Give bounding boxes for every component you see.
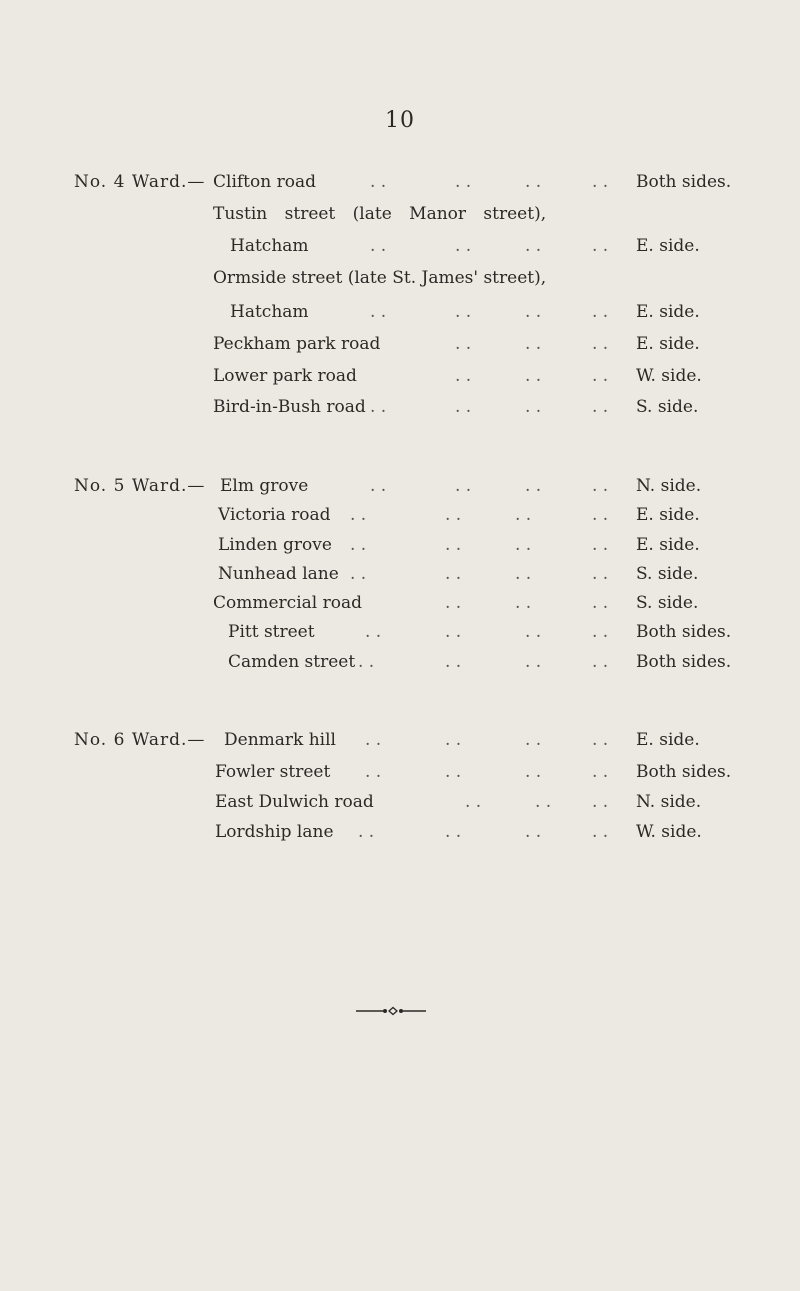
side-value: E. side. xyxy=(636,302,700,322)
street-name: East Dulwich road xyxy=(215,792,374,812)
street-name: Victoria road xyxy=(218,505,331,525)
street-name: Lordship lane xyxy=(215,822,334,842)
ward-row: No. 6 Ward.— Denmark hill . . . . . . . . E. side. xyxy=(74,730,700,750)
street-name: Elm grove xyxy=(220,476,309,496)
street-name: Fowler street xyxy=(215,762,331,782)
ward-label: No. 5 Ward.— xyxy=(74,476,206,496)
ward-row xyxy=(0,268,800,298)
side-value: Both sides. xyxy=(636,172,732,192)
ward-row: Lower park road . . . . . . W. side. xyxy=(213,366,702,386)
side-value: S. side. xyxy=(636,593,699,613)
side-value: W. side. xyxy=(636,366,702,386)
ward-row: Camden street . . . . . . . . Both sides. xyxy=(228,652,732,672)
street-name: Commercial road xyxy=(213,593,362,613)
ward-row: Victoria road . . . . . . . . E. side. xyxy=(218,505,700,525)
ward-row: Nunhead lane . . . . . . . . S. side. xyxy=(218,564,699,584)
side-value: Both sides. xyxy=(636,622,732,642)
page-number: 10 xyxy=(385,108,415,133)
ward-row: Linden grove . . . . . . . . E. side. xyxy=(218,535,700,555)
ward-row: Pitt street . . . . . . . . Both sides. xyxy=(228,622,732,642)
ward-row: Fowler street . . . . . . . . Both sides. xyxy=(215,762,732,782)
street-name: Bird-in-Bush road xyxy=(213,397,366,417)
ward-label: No. 6 Ward.— xyxy=(74,730,206,750)
side-value: E. side. xyxy=(636,730,700,750)
side-value: Both sides. xyxy=(636,652,732,672)
side-value: E. side. xyxy=(636,236,700,256)
ward-label: No. 4 Ward.— xyxy=(74,172,206,192)
street-name: Lower park road xyxy=(213,366,357,386)
side-value: W. side. xyxy=(636,822,702,842)
street-name: Camden street xyxy=(228,652,356,672)
side-value: S. side. xyxy=(636,564,699,584)
street-name: Tustin street (late Manor street), xyxy=(213,204,547,224)
street-name: Denmark hill xyxy=(224,730,336,750)
side-value: Both sides. xyxy=(636,762,732,782)
side-value: E. side. xyxy=(636,535,700,555)
side-value: S. side. xyxy=(636,397,699,417)
ward-row: Peckham park road . . . . . . E. side. xyxy=(213,334,700,354)
ward-row: No. 5 Ward.— Elm grove . . . . . . . . N. side. xyxy=(74,476,702,496)
street-name: Peckham park road xyxy=(213,334,381,354)
street-name: Linden grove xyxy=(218,535,332,555)
ward-row: Hatcham . . . . . . . . E. side. xyxy=(230,302,700,322)
ward-row: Bird-in-Bush road . . . . . . . . S. side. xyxy=(213,397,699,417)
ward-row: No. 4 Ward.— Clifton road . . . . . . . . Both sides. xyxy=(74,172,732,192)
street-name: Ormside street (late St. James' street), xyxy=(213,268,547,288)
side-value: N. side. xyxy=(636,792,702,812)
ward-row: Hatcham . . . . . . . . E. side. xyxy=(230,236,700,256)
ward-row: Lordship lane . . . . . . . . W. side. xyxy=(215,822,702,842)
street-name: Pitt street xyxy=(228,622,315,642)
ward-row: East Dulwich road . . . . . . N. side. xyxy=(215,792,702,812)
side-value: E. side. xyxy=(636,505,700,525)
ward-row xyxy=(0,204,800,234)
street-name: Clifton road xyxy=(213,172,316,192)
street-continuation: Hatcham xyxy=(230,236,309,256)
ward-row: Commercial road . . . . . . S. side. xyxy=(213,593,699,613)
side-value: E. side. xyxy=(636,334,700,354)
ornament-divider-icon xyxy=(356,1005,426,1017)
side-value: N. side. xyxy=(636,476,702,496)
street-name: Nunhead lane xyxy=(218,564,339,584)
street-continuation: Hatcham xyxy=(230,302,309,322)
